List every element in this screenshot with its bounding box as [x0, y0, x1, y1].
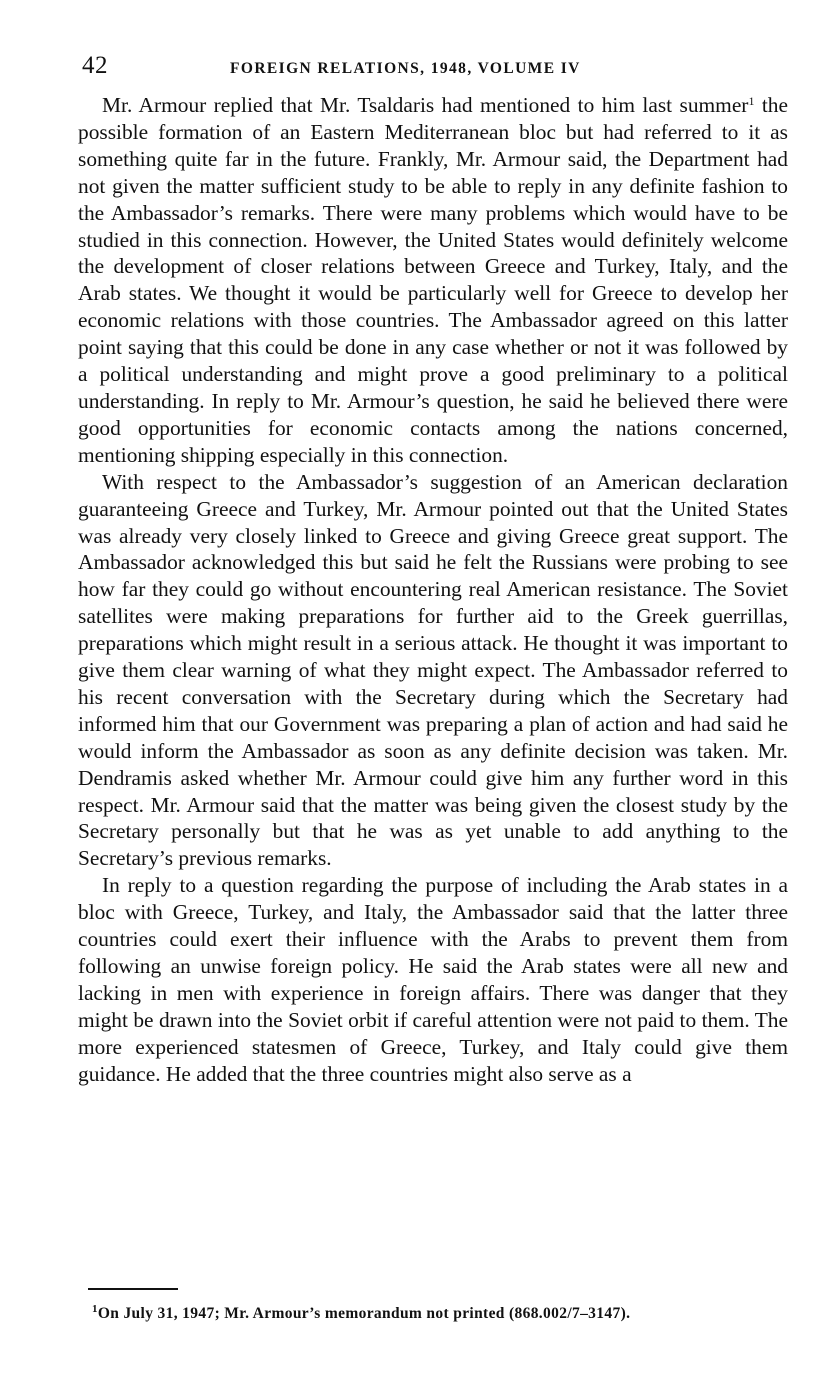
- page-header: [78, 52, 788, 92]
- document-page: [78, 52, 788, 1322]
- paragraph-3: In reply to a question regarding the purpose of including the Arab states in a bloc with Greece, Turkey, and Italy, the Ambassador said that the latter three countries could exert their influence with the Arabs to prevent them from following an unwise foreign policy. He said the Arab states were all new and lacking in men with experience in foreign affairs. There was danger that they might be drawn into the Soviet orbit if careful attention were not paid to them. The more experienced statesmen of Greece, Turkey, and Italy could give them guidance. He added that the three countries might also serve as a: [78, 873, 788, 1086]
- paragraph-2: With respect to the Ambassador’s suggestion of an American declaration guaranteeing Greece and Turkey, Mr. Armour pointed out that the United States was already very closely linked to Greece and giving Greece great support. The Ambassador acknowledged this but said he felt the Russians were probing to see how far they could go without encountering real American resistance. The Soviet satellites were making preparations for further aid to the Greek guerrillas, preparations which might result in a serious attack. He thought it was important to give them clear warning of what they might expect. The Ambassador referred to his recent conversation with the Secretary during which the Secretary had informed him that our Government was preparing a plan of action and had said he would inform the Ambassador as soon as any definite decision was taken. Mr. Dendramis asked whether Mr. Armour could give him any further word in this respect. Mr. Armour said that the matter was being given the closest study by the Secretary personally but that he was as yet unable to add anything to the Secretary’s previous remarks.: [78, 469, 788, 871]
- running-head: FOREIGN RELATIONS, 1948, VOLUME IV: [230, 60, 581, 77]
- paragraph-1-start: Mr. Armour replied that Mr. Tsaldaris had mentioned to him last summer: [102, 93, 749, 117]
- footnote-text: On July 31, 1947; Mr. Armour’s memorandum not printed (868.002/7–3147).: [97, 1305, 631, 1322]
- page-number: 42: [82, 52, 108, 79]
- footnote: [92, 1305, 788, 1323]
- body-text: [78, 92, 788, 1088]
- paragraph-1: [78, 92, 788, 469]
- footnote-reference: 1: [748, 94, 755, 108]
- paragraph-1-rest: the possible formation of an Eastern Mediterranean bloc but had referred to it as something quite far in the future. Frankly, Mr. Armour said, the Department had not given the matter sufficient study to be able to reply in any definite fashion to the Ambassador’s remarks. There were many problems which would have to be studied in this connection. However, the United States would definitely welcome the development of closer relations between Greece and Turkey, Italy, and the Arab states. We thought it would be particularly well for Greece to develop her economic relations with those countries. The Ambassador agreed on this latter point saying that this could be done in any case whether or not it was followed by a political understanding and might prove a good preliminary to a political understanding. In reply to Mr. Armour’s question, he said he believed there were good opportunities for economic contacts among the nations concerned, mentioning shipping especially in this connection.: [78, 93, 788, 467]
- footnote-divider: [88, 1288, 178, 1290]
- footnote-marker: 1: [92, 1303, 98, 1315]
